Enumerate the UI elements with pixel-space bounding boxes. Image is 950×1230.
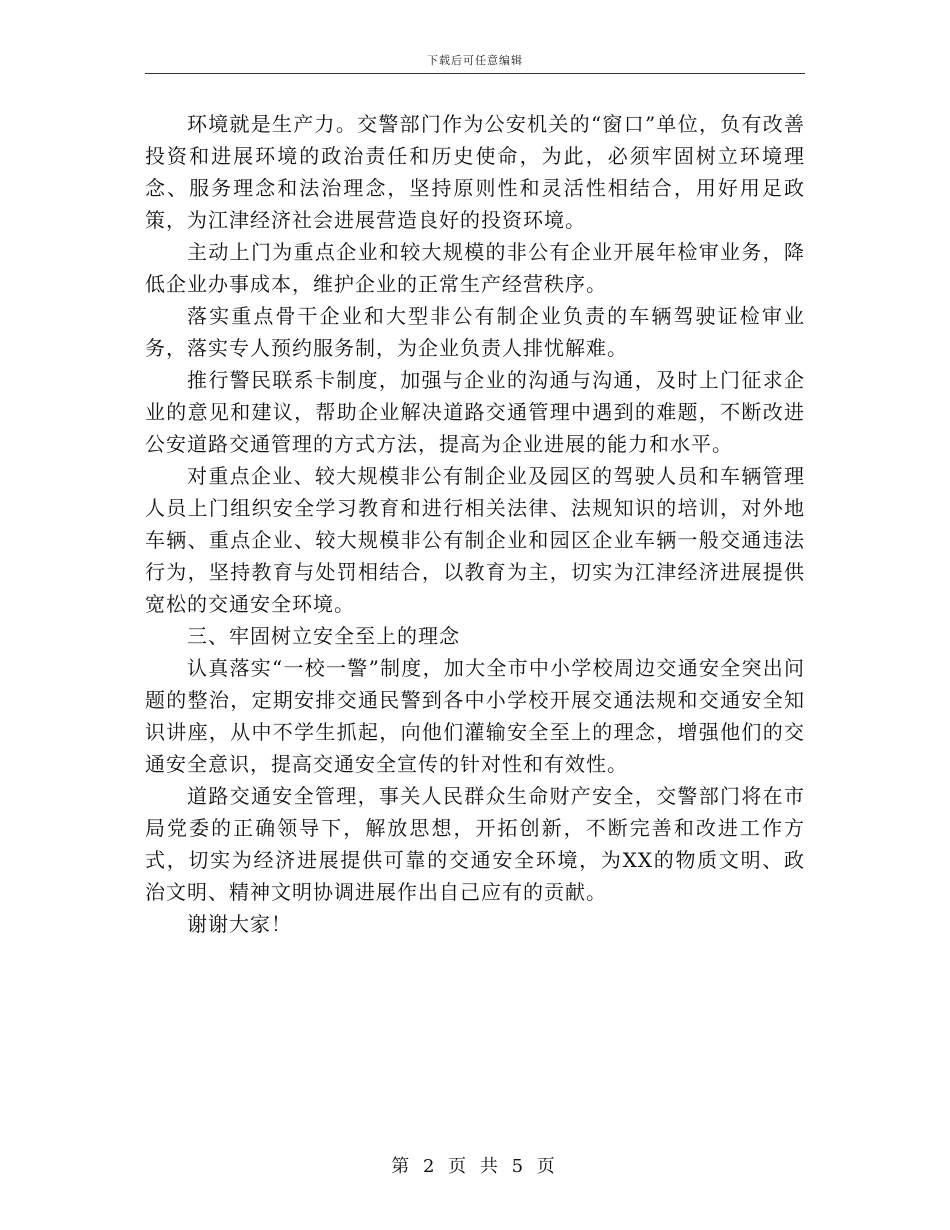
paragraph-4: 推行警民联系卡制度，加强与企业的沟通与沟通，及时上门征求企业的意见和建议，帮助企业解决道路交通管理中遇到的难题，不断改进公安道路交通管理的方式方法，提高为企业进展的能力和水平。 [145, 368, 805, 456]
header-divider [145, 73, 805, 74]
paragraph-6: 认真落实“一校一警”制度，加大全市中小学校周边交通安全突出问题的整治，定期安排交通民警到各中小学校开展交通法规和交通安全知识讲座，从中不学生抓起，向他们灌输安全至上的理念，增强他们的交通安全意识，提高交通安全宣传的针对性和有效性。 [145, 656, 805, 776]
section-heading: 三、牢固树立安全至上的理念 [187, 624, 460, 648]
page-header: 下载后可任意编辑 [427, 54, 523, 67]
paragraph-3: 落实重点骨干企业和大型非公有制企业负责的车辆驾驶证检审业务，落实专人预约服务制，为企业负责人排忧解难。 [145, 304, 805, 360]
page-number: 第 2 页 共 5 页 [391, 1156, 559, 1177]
document-body [145, 108, 805, 940]
closing-line: 谢谢大家！ [187, 912, 292, 936]
paragraph-2: 主动上门为重点企业和较大规模的非公有企业开展年检审业务，降低企业办事成本，维护企业的正常生产经营秩序。 [145, 240, 805, 296]
paragraph-5: 对重点企业、较大规模非公有制企业及园区的驾驶人员和车辆管理人员上门组织安全学习教育和进行相关法律、法规知识的培训，对外地车辆、重点企业、较大规模非公有制企业和园区企业车辆一般交通违法行为，坚持教育与处罚相结合，以教育为主，切实为江津经济进展提供宽松的交通安全环境。 [145, 464, 805, 616]
paragraph-1: 环境就是生产力。交警部门作为公安机关的“窗口”单位，负有改善投资和进展环境的政治责任和历史使命，为此，必须牢固树立环境理念、服务理念和法治理念，坚持原则性和灵活性相结合，用好用足政策，为江津经济社会进展营造良好的投资环境。 [145, 112, 805, 232]
paragraph-7: 道路交通安全管理，事关人民群众生命财产安全，交警部门将在市局党委的正确领导下，解放思想，开拓创新，不断完善和改进工作方式，切实为经济进展提供可靠的交通安全环境，为XX的物质文明、政治文明、精神文明协调进展作出自己应有的贡献。 [145, 784, 805, 904]
